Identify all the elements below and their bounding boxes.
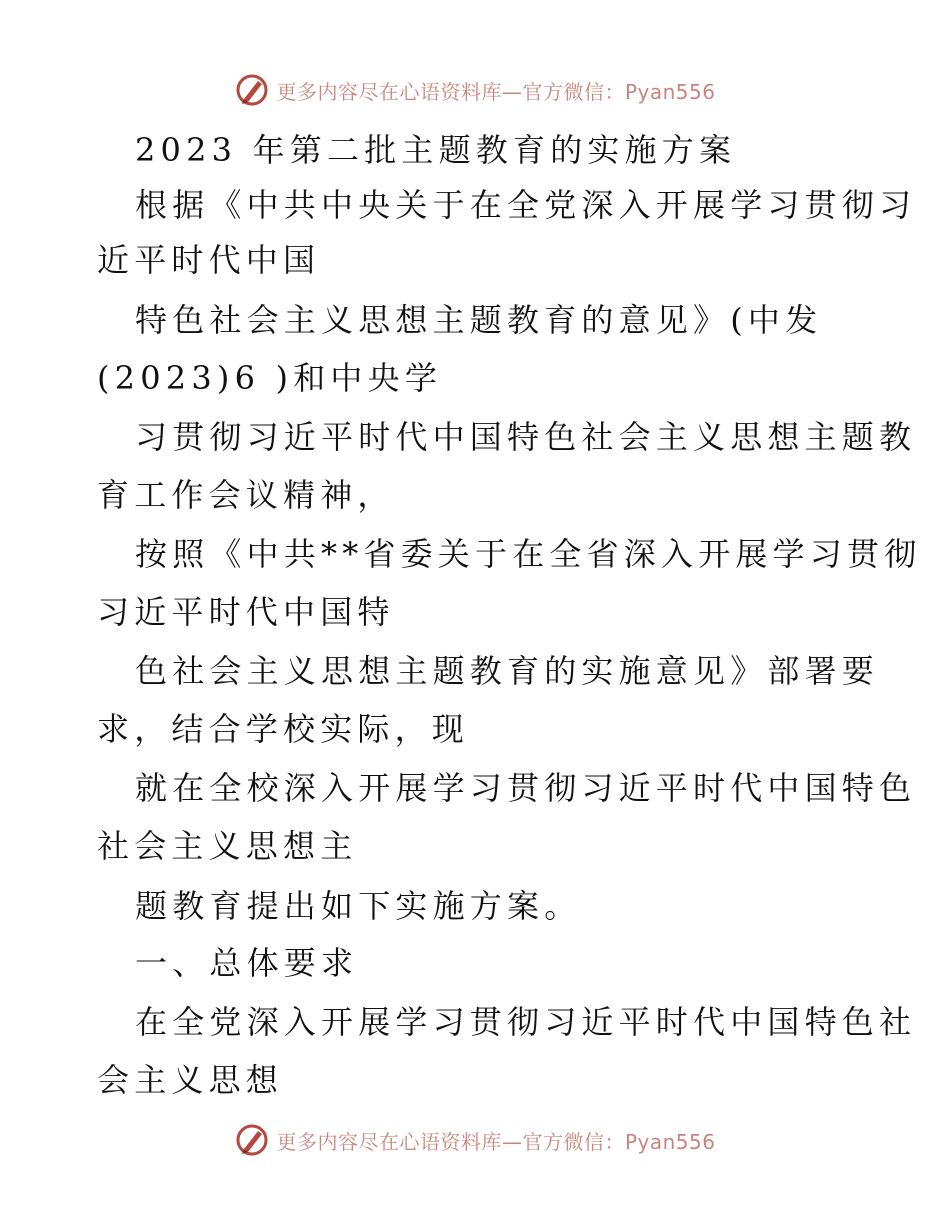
- paragraph-line: 近平时代中国: [97, 241, 321, 279]
- paragraph-line: 会主义思想: [97, 1061, 284, 1099]
- paragraph-line: 在全党深入开展学习贯彻习近平时代中国特色社: [135, 1003, 917, 1041]
- paragraph-line: 习近平时代中国特: [97, 593, 395, 631]
- paragraph-line: 育工作会议精神，: [97, 476, 395, 514]
- paragraph-line: (2023)6 )和中央学: [97, 359, 443, 397]
- paragraph-line: 特色社会主义思想主题教育的意见》(中发: [135, 301, 823, 339]
- paragraph-line: 色社会主义思想主题教育的实施意见》部署要: [135, 652, 880, 690]
- paragraph-line: 社会主义思想主: [97, 827, 358, 865]
- paragraph-line: 题教育提出如下实施方案。: [135, 887, 582, 925]
- paragraph-line: 就在全校深入开展学习贯彻习近平时代中国特色: [135, 769, 917, 807]
- header-watermark: [0, 68, 950, 112]
- paragraph-line: 根据《中共中央关于在全党深入开展学习贯彻习: [135, 186, 917, 224]
- paragraph-line: 按照《中共**省委关于在全省深入开展学习贯彻: [135, 535, 922, 573]
- footer-watermark: [0, 1118, 950, 1162]
- paragraph-line: 习贯彻习近平时代中国特色社会主义思想主题教: [135, 418, 917, 456]
- document-title: 2023 年第二批主题教育的实施方案: [135, 131, 737, 169]
- pen-circle-logo-icon: [234, 1122, 270, 1158]
- paragraph-line: 求，结合学校实际，现: [97, 710, 470, 748]
- pen-circle-logo-icon: [234, 72, 270, 108]
- watermark-text: 更多内容尽在心语资料库—官方微信：Pyan556: [276, 79, 716, 104]
- section-heading: 一、总体要求: [135, 944, 359, 982]
- watermark-text: 更多内容尽在心语资料库—官方微信：Pyan556: [276, 1129, 716, 1154]
